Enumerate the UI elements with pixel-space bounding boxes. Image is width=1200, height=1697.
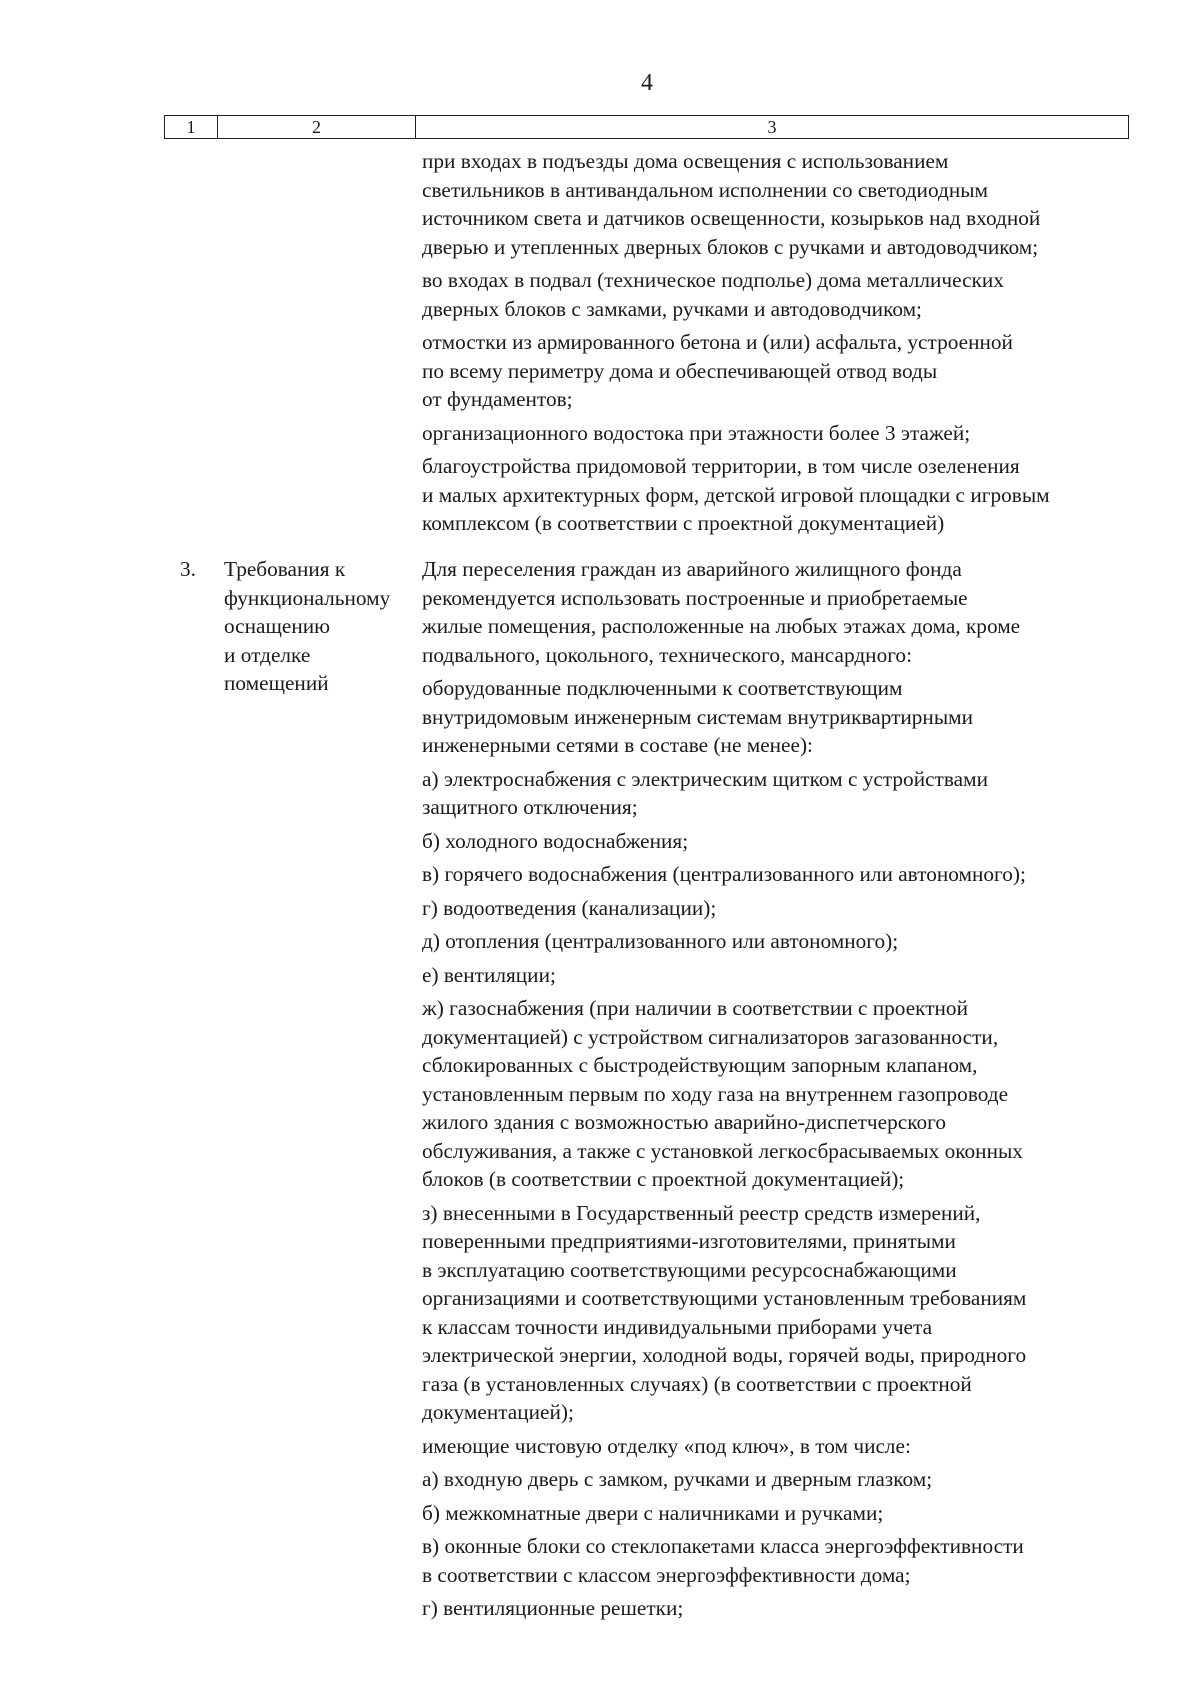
text-line: б) холодного водоснабжения; bbox=[422, 828, 689, 853]
continuation-text-block bbox=[422, 147, 1134, 543]
text-line: газа (в установленных случаях) (в соответствии с проектной bbox=[422, 1371, 972, 1396]
column-header-1: 1 bbox=[165, 116, 218, 139]
text-line: а) электроснабжения с электрическим щитком с устройствами bbox=[422, 766, 988, 791]
text-line: поверенными предприятиями-изготовителями, принятыми bbox=[422, 1229, 956, 1253]
column-header-2: 2 bbox=[218, 116, 416, 139]
text-line: во входах в подвал (техническое подполье) дома металлических bbox=[422, 268, 1004, 292]
text-line: инженерными сетями в составе (не менее): bbox=[422, 733, 813, 757]
requirement-paragraph bbox=[422, 674, 1134, 760]
text-line: в эксплуатацию соответствующими ресурсоснабжающими bbox=[422, 1257, 957, 1282]
text-line: з) внесенными в Государственный реестр средств измерений, bbox=[422, 1200, 981, 1225]
text-line: ж) газоснабжения (при наличии в соответствии с проектной bbox=[422, 996, 968, 1020]
text-line: по всему периметру дома и обеспечивающей отвод воды bbox=[422, 358, 938, 383]
text-line: в) оконные блоки со стеклопакетами класса энергоэффективности bbox=[422, 1534, 1024, 1558]
text-line: обслуживания, а также с установкой легкосбрасываемых оконных bbox=[422, 1138, 1023, 1163]
text-line: д) отопления (централизованного или автономного); bbox=[422, 929, 899, 953]
continuation-paragraph bbox=[422, 328, 1134, 414]
text-line: дверью и утепленных дверных блоков с ручками и автодоводчиком; bbox=[422, 234, 1039, 259]
continuation-paragraph bbox=[422, 419, 1134, 448]
text-line: дверных блоков с замками, ручками и автодоводчиком; bbox=[422, 296, 922, 321]
text-line: имеющие чистовую отделку «под ключ», в том числе: bbox=[422, 1433, 911, 1458]
requirement-paragraph bbox=[422, 1199, 1134, 1427]
text-line: и малых архитектурных форм, детской игровой площадки с игровым bbox=[422, 482, 1050, 507]
text-line: от фундаментов; bbox=[422, 387, 573, 411]
text-line: организационного водостока при этажности более 3 этажей; bbox=[422, 420, 971, 445]
text-line: в соответствии с классом энергоэффективности дома; bbox=[422, 1562, 911, 1587]
text-line: е) вентиляции; bbox=[422, 962, 556, 987]
text-line: документацией) с устройством сигнализаторов загазованности, bbox=[422, 1024, 999, 1049]
text-line: г) вентиляционные решетки; bbox=[422, 1596, 684, 1620]
requirement-paragraph bbox=[422, 1465, 1134, 1494]
continuation-paragraph bbox=[422, 452, 1134, 538]
text-line: внутридомовым инженерным системам внутриквартирными bbox=[422, 704, 974, 729]
text-line: подвального, цокольного, технического, мансардного: bbox=[422, 642, 912, 667]
row-title-line: помещений bbox=[224, 671, 329, 695]
text-line: жилого здания с возможностью аварийно-диспетчерского bbox=[422, 1110, 946, 1134]
requirement-paragraph bbox=[422, 894, 1134, 923]
continuation-paragraph bbox=[422, 266, 1134, 323]
requirement-paragraph bbox=[422, 1499, 1134, 1528]
row-title-line: оснащению bbox=[224, 614, 331, 638]
text-line: благоустройства придомовой территории, в том числе озеленения bbox=[422, 454, 1020, 478]
text-line: защитного отключения; bbox=[422, 795, 638, 819]
text-line: блоков (в соответствии с проектной документацией); bbox=[422, 1167, 905, 1191]
text-line: отмостки из армированного бетона и (или) асфальта, устроенной bbox=[422, 330, 1013, 354]
text-line: б) межкомнатные двери с наличниками и ручками; bbox=[422, 1500, 884, 1525]
text-line: при входах в подъезды дома освещения с использованием bbox=[422, 149, 949, 173]
requirement-paragraph bbox=[422, 860, 1134, 889]
text-line: к классам точности индивидуальными приборами учета bbox=[422, 1314, 933, 1339]
requirement-paragraph bbox=[422, 994, 1134, 1194]
text-line: жилые помещения, расположенные на любых этажах дома, кроме bbox=[422, 614, 1021, 638]
continuation-paragraph bbox=[422, 147, 1134, 261]
requirement-paragraph bbox=[422, 765, 1134, 822]
requirement-paragraph bbox=[422, 1594, 1134, 1623]
text-line: источником света и датчиков освещенности, козырьков над входной bbox=[422, 206, 1041, 230]
column-header-3: 3 bbox=[416, 116, 1129, 139]
requirement-paragraph bbox=[422, 961, 1134, 990]
text-line: Для переселения граждан из аварийного жилищного фонда bbox=[422, 557, 962, 581]
page-number: 4 bbox=[641, 70, 653, 96]
column-header-table bbox=[164, 115, 1129, 139]
requirements-text-block bbox=[422, 555, 1134, 1628]
text-line: рекомендуется использовать построенные и приобретаемые bbox=[422, 585, 968, 610]
text-line: электрической энергии, холодной воды, горячей воды, природного bbox=[422, 1343, 1027, 1367]
text-line: светильников в антивандальном исполнении со светодиодным bbox=[422, 177, 988, 202]
text-line: установленным первым по ходу газа на внутреннем газопроводе bbox=[422, 1081, 1009, 1106]
text-line: оборудованные подключенными к соответствующим bbox=[422, 676, 903, 700]
text-line: а) входную дверь с замком, ручками и дверным глазком; bbox=[422, 1467, 933, 1491]
text-line: г) водоотведения (канализации); bbox=[422, 895, 717, 920]
requirement-paragraph bbox=[422, 1532, 1134, 1589]
requirement-paragraph bbox=[422, 827, 1134, 856]
text-line: в) горячего водоснабжения (централизованного или автономного); bbox=[422, 862, 1026, 886]
row-title-line: и отделке bbox=[224, 642, 311, 667]
text-line: комплексом (в соответствии с проектной документацией) bbox=[422, 511, 945, 535]
row-title bbox=[224, 555, 419, 698]
requirement-paragraph bbox=[422, 927, 1134, 956]
requirement-paragraph bbox=[422, 1432, 1134, 1461]
text-line: сблокированных с быстродействующим запорным клапаном, bbox=[422, 1053, 978, 1077]
requirement-paragraph bbox=[422, 555, 1134, 669]
row-title-line: Требования к bbox=[224, 557, 346, 581]
row-title-line: функциональному bbox=[224, 585, 391, 610]
text-line: организациями и соответствующими установленным требованиям bbox=[422, 1286, 1027, 1310]
text-line: документацией); bbox=[422, 1400, 574, 1424]
row-number: 3. bbox=[180, 557, 196, 581]
